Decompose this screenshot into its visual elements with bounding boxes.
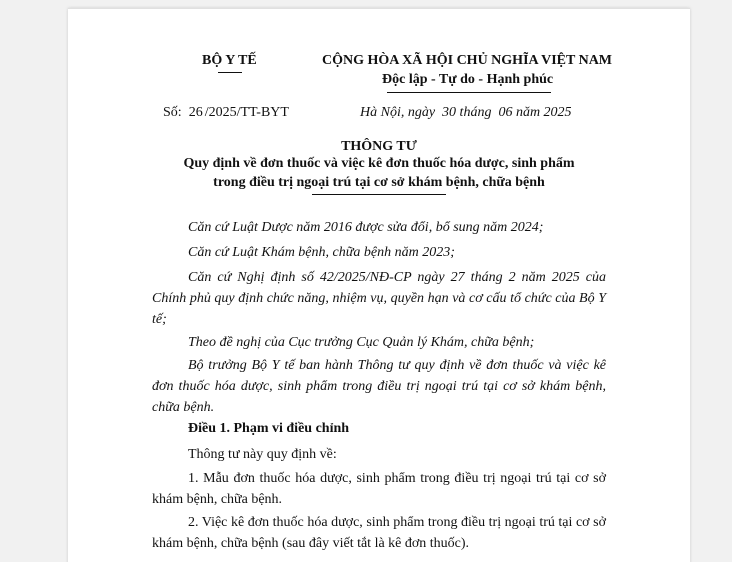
preamble-paragraph: Căn cứ Nghị định số 42/2025/NĐ-CP ngày 27 tháng 2 năm 2025 của Chính phủ quy định chức năng, nhiệm vụ, quyền hạn và cơ cấu tổ chức của Bộ Y tế; [152,270,606,327]
article-1-item: 1. Mẫu đơn thuốc hóa dược, sinh phẩm trong điều trị ngoại trú tại cơ sở khám bệnh, chữa bệnh. [152,471,606,507]
document-page [68,8,690,562]
document-number-value: 26 [188,105,203,120]
article-1-heading: Điều 1. Phạm vi điều chỉnh [188,421,350,436]
document-number-label: Số: [163,105,182,120]
document-title-line-2: trong điều trị ngoại trú tại cơ sở khám bệnh, chữa bệnh [213,175,545,190]
article-1-intro: Thông tư này quy định về: [188,447,337,462]
document-title-line-1: Quy định về đơn thuốc và việc kê đơn thuốc hóa dược, sinh phẩm [183,156,575,171]
motto-underline [387,92,551,93]
national-motto: Độc lập - Tự do - Hạnh phúc [382,72,554,87]
title-underline [312,194,446,195]
document-number [163,105,289,121]
article-1-item: 2. Việc kê đơn thuốc hóa dược, sinh phẩm trong điều trị ngoại trú tại cơ sở khám bệnh, chữa bệnh (sau đây viết tắt là kê đơn thuốc). [152,515,606,551]
document-type: THÔNG TƯ [341,139,417,154]
national-title: CỘNG HÒA XÃ HỘI CHỦ NGHĨA VIỆT NAM [322,53,613,68]
issuing-ministry: BỘ Y TẾ [202,53,257,68]
preamble-paragraph: Căn cứ Luật Khám bệnh, chữa bệnh năm 2023; [188,245,455,260]
document-number-suffix: /2025/TT-BYT [204,105,289,120]
preamble-paragraph: Căn cứ Luật Dược năm 2016 được sửa đổi, bổ sung năm 2024; [188,220,544,235]
place-and-date: Hà Nội, ngày 30 tháng 06 năm 2025 [360,105,572,120]
ministry-underline [218,72,242,73]
preamble-paragraph: Bộ trưởng Bộ Y tế ban hành Thông tư quy định về đơn thuốc và việc kê đơn thuốc hóa dược, sinh phẩm trong điều trị ngoại trú tại cơ sở khám bệnh, chữa bệnh. [152,358,606,415]
preamble-paragraph: Theo đề nghị của Cục trưởng Cục Quản lý Khám, chữa bệnh; [188,335,535,350]
